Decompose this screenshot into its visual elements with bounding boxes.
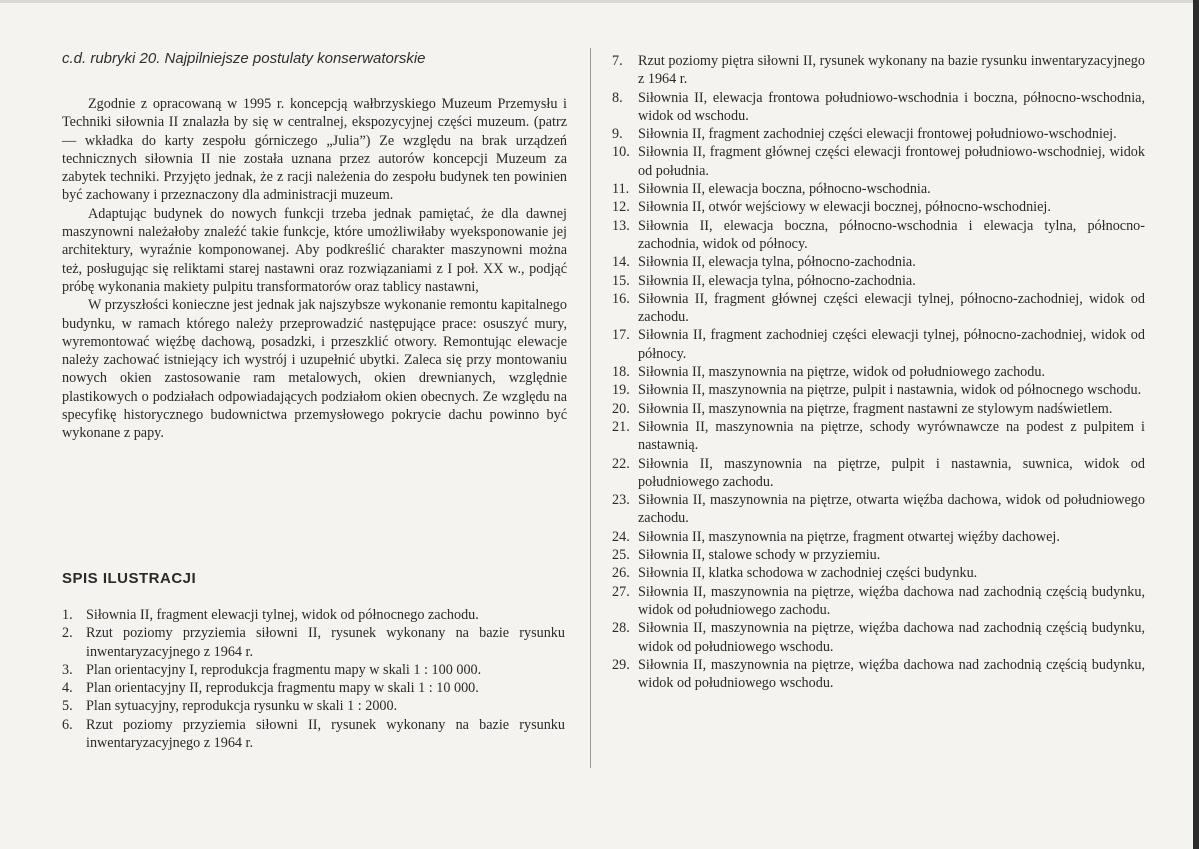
illustration-caption: Siłownia II, fragment głównej części elewacji frontowej południowo-wschodniej, widok od południa. [638, 144, 1145, 179]
illustration-item [612, 418, 1147, 455]
illustration-item [612, 143, 1147, 180]
section-title: SPIS ILUSTRACJI [62, 570, 197, 587]
illustration-item [62, 661, 567, 679]
illustration-caption: Siłownia II, maszynownia na piętrze, więźba dachowa nad zachodnią częścią budynku, widok od południowego wschodu. [638, 656, 1145, 692]
illustration-caption: Siłownia II, elewacja tylna, północno-zachodnia. [638, 272, 916, 289]
illustration-caption: Siłownia II, maszynownia na piętrze, otwarta więźba dachowa, widok od południowego zachodu. [638, 492, 1145, 527]
paragraph: Zgodnie z opracowaną w 1995 r. koncepcją wałbrzyskiego Muzeum Przemysłu i Techniki siłownia II znalazła by się w centralnej, ekspozycyjnej części muzeum. (patrz — wkładka do karty zespołu górniczego „Julia”) Ze względu na brak urządzeń technicznych siłownia II nie została uznana przez autorów koncepcji Muzeum za zabytek techniki. Przyjęto jednak, że z racji należenia do zespołu budynek ten powinien być zachowany i przeznaczony dla administracji muzeum. [62, 96, 567, 204]
illustration-caption: Siłownia II, maszynownia na piętrze, pulpit i nastawnia, widok od północnego wschodu. [638, 382, 1142, 399]
illustration-number: 12. [612, 199, 630, 216]
illustration-caption: Siłownia II, fragment głównej części elewacji tylnej, północno-zachodniej, widok od zachodu. [638, 290, 1145, 326]
illustration-number: 15. [612, 272, 630, 289]
illustration-number: 17. [612, 327, 630, 344]
illustration-caption: Siłownia II, maszynownia na piętrze, fragment nastawni ze stylowym nadświetlem. [638, 400, 1113, 417]
illustration-number: 4. [62, 680, 73, 697]
paragraph: Adaptując budynek do nowych funkcji trzeba jednak pamiętać, że dla dawnej maszynowni należałoby znaleźć takie funkcje, które umożliwiłaby wyeksponowanie jej architektury, wyraźnie komponowanej. Aby podkreślić charakter maszynowni można też, posługując się reliktami starej nastawni oraz rozwiązaniami z I poł. XX w., podjąć próbę wykonania makiety pulpitu transformatorów oraz tablicy nastawni, [62, 205, 567, 295]
illustration-item [62, 606, 567, 624]
illustration-number: 26. [612, 565, 630, 582]
illustration-number: 23. [612, 492, 630, 509]
illustration-item [612, 656, 1147, 693]
illustration-number: 11. [612, 181, 630, 198]
illustration-number: 7. [612, 53, 623, 69]
illustration-caption: Siłownia II, maszynownia na piętrze, pulpit i nastawnia, suwnica, widok od południowego zachodu. [638, 455, 1145, 490]
illustration-item [612, 217, 1147, 254]
illustration-number: 1. [62, 607, 73, 623]
illustration-caption: Siłownia II, maszynownia na piętrze, więźba dachowa nad zachodnią częścią budynku, widok od południowego wschodu. [638, 620, 1145, 655]
illustrations-list-left [62, 606, 567, 752]
illustration-number: 29. [612, 656, 630, 673]
scan-edge-right [1193, 0, 1199, 849]
illustration-number: 13. [612, 217, 630, 234]
illustration-number: 25. [612, 547, 630, 564]
illustration-number: 18. [612, 364, 630, 381]
illustration-caption: Siłownia II, elewacja frontowa południowo-wschodnia i boczna, północno-wschodnia, widok od wschodu. [638, 89, 1145, 124]
illustration-number: 3. [62, 661, 73, 678]
illustration-item [612, 381, 1147, 399]
illustration-caption: Siłownia II, klatka schodowa w zachodniej części budynku. [638, 565, 978, 582]
illustration-number: 19. [612, 382, 630, 399]
illustration-number: 8. [612, 89, 623, 106]
illustration-number: 28. [612, 620, 630, 637]
illustration-caption: Rzut poziomy przyziemia siłowni II, rysunek wykonany na bazie rysunku inwentaryzacyjnego z 1964 r. [86, 716, 565, 752]
illustration-number: 2. [62, 625, 73, 642]
illustration-number: 27. [612, 583, 630, 600]
illustration-item [612, 125, 1147, 143]
illustration-item [612, 326, 1147, 363]
illustration-number: 6. [62, 716, 73, 733]
illustration-caption: Siłownia II, elewacja boczna, północno-wschodnia i elewacja tylna, północno-zachodnia, widok od północy. [638, 217, 1145, 252]
illustration-item [62, 716, 567, 753]
illustration-caption: Rzut poziomy przyziemia siłowni II, rysunek wykonany na bazie rysunku inwentaryzacyjnego z 1964 r. [86, 625, 565, 660]
illustration-item [62, 624, 567, 661]
illustration-item [612, 455, 1147, 492]
column-divider [590, 48, 591, 768]
illustration-number: 24. [612, 528, 630, 545]
paragraph: W przyszłości konieczne jest jednak jak najszybsze wykonanie remontu kapitalnego budynku, w ramach którego należy przeprowadzić następujące prace: osuszyć mury, wyremontować więźbę dachową, posadzki, i przeszklić otwory. Remontując elewacje należy zachować istniejący ich wystrój i uzupełnić ubytki. Zaleca się przy montowaniu nowych okien zastosowanie ram metalowych, okien drewnianych, względnie plastikowych o podziałach odpowiadających podziałom okien obecnych. Ze względu na specyfikę historycznego budownictwa przemysłowego pokrycie dachu powinno być wykonane z papy. [62, 297, 567, 442]
illustration-caption: Siłownia II, otwór wejściowy w elewacji bocznej, północno-wschodniej. [638, 199, 1051, 216]
illustration-item [62, 697, 567, 715]
illustration-caption: Rzut poziomy piętra siłowni II, rysunek wykonany na bazie rysunku inwentaryzacyjnego z 1964 r. [638, 53, 1145, 88]
illustration-number: 20. [612, 400, 630, 417]
illustration-caption: Siłownia II, maszynownia na piętrze, schody wyrównawcze na podest z pulpitem i nastawnią. [638, 418, 1145, 454]
illustration-caption: Plan orientacyjny I, reprodukcja fragmentu mapy w skali 1 : 100 000. [86, 661, 482, 678]
illustration-caption: Siłownia II, maszynownia na piętrze, widok od południowego zachodu. [638, 364, 1046, 381]
illustration-item [612, 619, 1147, 656]
scan-edge-top [0, 0, 1199, 3]
illustration-number: 9. [612, 126, 623, 143]
illustration-caption: Siłownia II, stalowe schody w przyziemiu. [638, 547, 881, 564]
illustration-item [612, 528, 1147, 546]
illustration-item [612, 290, 1147, 327]
illustration-item [612, 546, 1147, 564]
illustration-number: 16. [612, 290, 630, 307]
rubric-heading: c.d. rubryki 20. Najpilniejsze postulaty konserwatorskie [62, 50, 426, 67]
illustration-item [612, 491, 1147, 528]
illustration-caption: Siłownia II, maszynownia na piętrze, więźba dachowa nad zachodnią częścią budynku, widok od południowego zachodu. [638, 583, 1145, 618]
illustration-number: 21. [612, 418, 630, 435]
illustration-item [62, 679, 567, 697]
illustrations-list-right [612, 52, 1147, 692]
illustration-caption: Siłownia II, maszynownia na piętrze, fragment otwartej więźby dachowej. [638, 528, 1060, 545]
illustration-number: 5. [62, 698, 73, 715]
illustration-item [612, 400, 1147, 418]
illustration-item [612, 272, 1147, 290]
illustration-caption: Siłownia II, elewacja tylna, północno-zachodnia. [638, 254, 916, 271]
illustration-caption: Plan orientacyjny II, reprodukcja fragmentu mapy w skali 1 : 10 000. [86, 680, 479, 697]
illustration-number: 10. [612, 144, 630, 161]
illustration-item [612, 52, 1147, 89]
illustration-item [612, 198, 1147, 216]
left-column [62, 50, 567, 443]
illustration-caption: Siłownia II, elewacja boczna, północno-wschodnia. [638, 181, 931, 198]
illustration-item [612, 564, 1147, 582]
right-column [612, 52, 1147, 692]
illustration-caption: Siłownia II, fragment elewacji tylnej, widok od północnego zachodu. [86, 607, 479, 623]
illustration-item [612, 89, 1147, 126]
illustration-caption: Siłownia II, fragment zachodniej części elewacji frontowej południowo-wschodniej. [638, 126, 1117, 143]
illustration-item [612, 363, 1147, 381]
illustration-item [612, 583, 1147, 620]
illustration-number: 14. [612, 254, 630, 271]
illustration-number: 22. [612, 455, 630, 472]
illustration-item [612, 180, 1147, 198]
illustration-item [612, 253, 1147, 271]
illustration-caption: Plan sytuacyjny, reprodukcja rysunku w skali 1 : 2000. [86, 698, 398, 715]
illustration-caption: Siłownia II, fragment zachodniej części elewacji tylnej, północno-zachodniej, widok od północy. [638, 327, 1145, 362]
